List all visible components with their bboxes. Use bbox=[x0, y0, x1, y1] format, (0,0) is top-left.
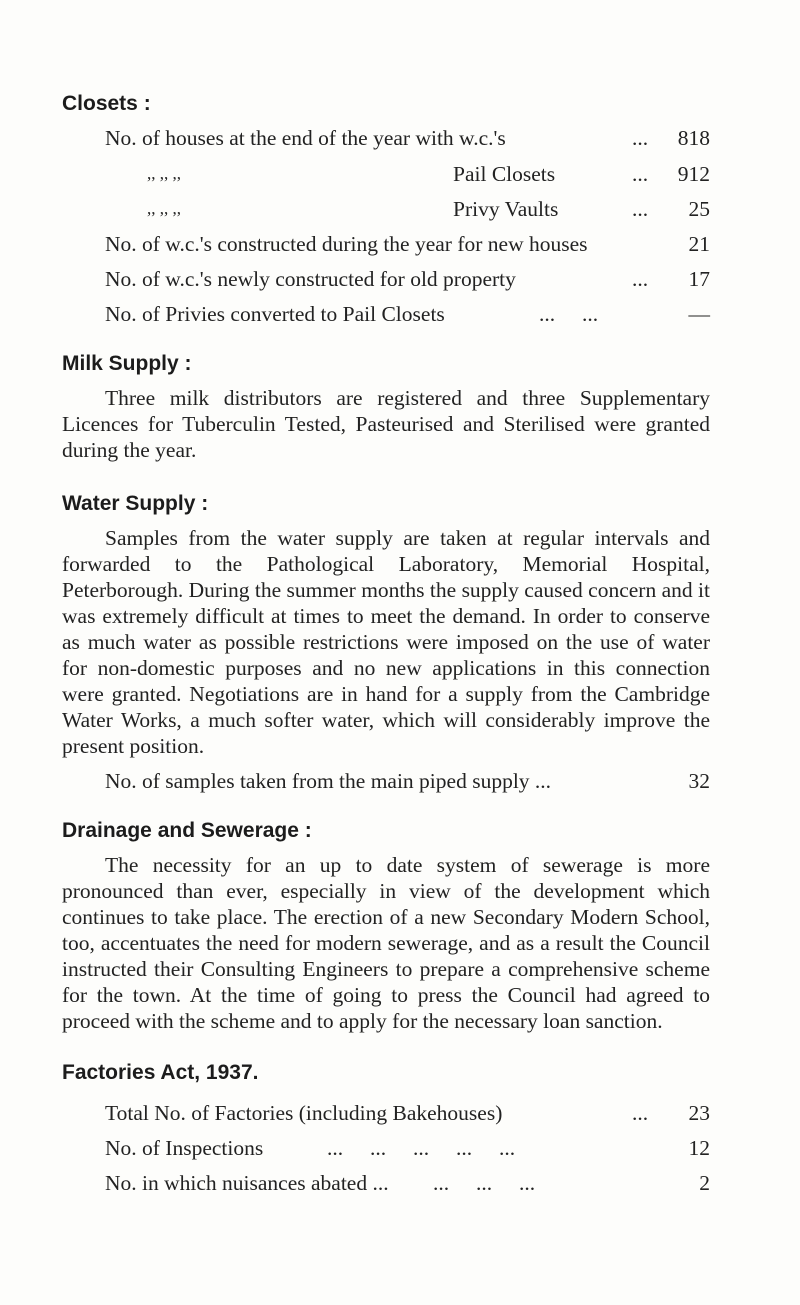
closets-row-new-houses bbox=[105, 231, 710, 257]
row-label: Privy Vaults bbox=[453, 197, 559, 221]
row-value: 25 bbox=[688, 197, 710, 221]
row-label: Total No. of Factories (including Bakehouses) bbox=[105, 1101, 503, 1125]
factories-heading: Factories Act, 1937. bbox=[62, 1061, 259, 1084]
row-label: No. of w.c.'s constructed during the year for new houses bbox=[105, 232, 588, 256]
row-label: Pail Closets bbox=[453, 162, 556, 186]
row-value: 32 bbox=[688, 769, 710, 793]
row-dots: ... ... bbox=[539, 302, 599, 326]
row-value: 12 bbox=[688, 1136, 710, 1160]
row-label: No. of w.c.'s newly constructed for old property bbox=[105, 267, 516, 291]
ditto-marks: ,, ,, ,, bbox=[147, 164, 181, 183]
row-dots: ... ... ... bbox=[433, 1171, 536, 1195]
row-label: No. of Privies converted to Pail Closets bbox=[105, 302, 445, 326]
row-value: — bbox=[688, 302, 710, 326]
water-supply-text: Samples from the water supply are taken at regular intervals and forwarded to the Pathological Laboratory, Memorial Hospital, Peterborough. During the summer months the supply caused concern and it was extremely difficult at times to meet the demand. In order to conserve as much water as possible restrictions were imposed on the use of water for non-domestic purposes and no new applications in this connection were granted. Negotiations are in hand for a supply from the Cambridge Water Works, a much softer water, which will considerably improve the present position. bbox=[62, 526, 710, 758]
row-dots: ... ... ... ... ... bbox=[327, 1136, 516, 1160]
closets-row-privy bbox=[105, 196, 710, 222]
row-dots: ... bbox=[632, 267, 649, 291]
row-value: 17 bbox=[688, 267, 710, 291]
row-value: 23 bbox=[688, 1101, 710, 1125]
milk-supply-text: Three milk distributors are registered and three Supplementary Licences for Tuberculin Tested, Pasteurised and Sterilised were granted during the year. bbox=[62, 386, 710, 462]
row-label: No. of houses at the end of the year with w.c.'s bbox=[105, 126, 506, 150]
factories-row-inspections bbox=[105, 1135, 710, 1161]
row-dots: ... bbox=[632, 126, 649, 150]
water-supply-heading: Water Supply : bbox=[62, 492, 209, 515]
closets-row-pail bbox=[105, 161, 710, 187]
closets-row-wc bbox=[105, 125, 710, 151]
drainage-text: The necessity for an up to date system of sewerage is more pronounced than ever, especially in view of the development which continues to take place. The erection of a new Secondary Modern School, too, accentuates the need for modern sewerage, and as a result the Council instructed their Consulting Engineers to prepare a comprehensive scheme for the town. At the time of going to press the Council had agreed to proceed with the scheme and to apply for the necessary loan sanction. bbox=[62, 853, 710, 1033]
row-dots: ... bbox=[632, 162, 649, 186]
row-value: 2 bbox=[699, 1171, 710, 1195]
milk-supply-heading: Milk Supply : bbox=[62, 352, 192, 375]
ditto-marks: ,, ,, ,, bbox=[147, 199, 181, 218]
closets-row-old-property bbox=[105, 266, 710, 292]
row-label: No. of samples taken from the main piped supply ... bbox=[105, 769, 552, 793]
closets-heading: Closets : bbox=[62, 92, 151, 115]
row-value: 818 bbox=[677, 126, 710, 150]
water-samples-row bbox=[105, 768, 710, 794]
row-value: 21 bbox=[688, 232, 710, 256]
row-dots: ... bbox=[632, 197, 649, 221]
row-dots: ... bbox=[632, 1101, 649, 1125]
factories-row-total bbox=[105, 1100, 710, 1126]
row-value: 912 bbox=[677, 162, 710, 186]
closets-row-privies bbox=[105, 301, 710, 327]
row-label: No. in which nuisances abated ... bbox=[105, 1171, 389, 1195]
drainage-heading: Drainage and Sewerage : bbox=[62, 819, 312, 842]
row-label: No. of Inspections bbox=[105, 1136, 264, 1160]
factories-row-nuisances bbox=[105, 1170, 710, 1196]
